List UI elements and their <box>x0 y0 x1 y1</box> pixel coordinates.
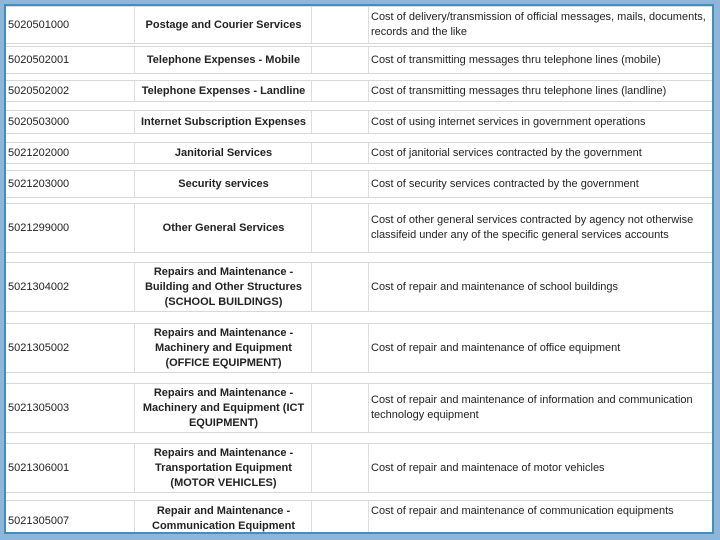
table-row <box>6 170 712 198</box>
account-description: Cost of repair and maintenance of school buildings <box>368 263 711 311</box>
table-row <box>6 203 712 253</box>
account-code: 5021299000 <box>8 221 70 234</box>
account-code: 5021304002 <box>8 280 70 293</box>
table-row <box>6 142 712 164</box>
account-name: Repairs and Maintenance - Transportation Equipment (MOTOR VEHICLES) <box>134 444 312 492</box>
account-description: Cost of using internet services in government operations <box>368 111 711 133</box>
account-name: Other General Services <box>134 204 312 252</box>
blank-cell <box>311 47 369 73</box>
table-row <box>6 262 712 312</box>
account-name: Repairs and Maintenance - Machinery and Equipment (OFFICE EQUIPMENT) <box>134 324 312 372</box>
account-description: Cost of janitorial services contracted by the government <box>368 143 711 163</box>
blank-cell <box>311 324 369 372</box>
account-code: 5020501000 <box>8 18 70 31</box>
account-code: 5020502001 <box>8 53 70 66</box>
blank-cell <box>311 81 369 101</box>
table-row <box>6 110 712 134</box>
account-name: Internet Subscription Expenses <box>134 111 312 133</box>
table-row <box>6 383 712 433</box>
blank-cell <box>311 384 369 432</box>
account-description: Cost of delivery/transmission of official messages, mails, documents, records and the like <box>368 7 711 43</box>
table-row <box>6 80 712 102</box>
account-description: Cost of transmitting messages thru telephone lines (landline) <box>368 81 711 101</box>
account-description: Cost of other general services contracted by agency not otherwise classifeid under any of the specific general services accounts <box>368 204 711 252</box>
blank-cell <box>311 143 369 163</box>
blank-cell <box>311 111 369 133</box>
table-row <box>6 46 712 74</box>
account-code: 5021305003 <box>8 401 70 414</box>
account-name: Repairs and Maintenance - Machinery and Equipment (ICT EQUIPMENT) <box>134 384 312 432</box>
table-row <box>6 323 712 373</box>
account-name: Repair and Maintenance - Communication Equipment <box>134 501 312 534</box>
account-description: Cost of security services contracted by the government <box>368 171 711 197</box>
account-name: Postage and Courier Services <box>134 7 312 43</box>
account-name: Telephone Expenses - Mobile <box>134 47 312 73</box>
account-description: Cost of repair and maintenace of motor vehicles <box>368 444 711 492</box>
table-row <box>6 500 712 534</box>
blank-cell <box>311 501 369 534</box>
table-row <box>6 6 712 44</box>
account-code: 5020503000 <box>8 115 70 128</box>
table-row <box>6 443 712 493</box>
account-name: Security services <box>134 171 312 197</box>
account-code: 5020502002 <box>8 84 70 97</box>
account-code: 5021305002 <box>8 341 70 354</box>
blank-cell <box>311 171 369 197</box>
account-description: Cost of repair and maintenance of information and communication technology equipment <box>368 384 711 432</box>
account-name: Telephone Expenses - Landline <box>134 81 312 101</box>
account-description: Cost of transmitting messages thru telephone lines (mobile) <box>368 47 711 73</box>
account-table <box>4 4 714 534</box>
account-name: Repairs and Maintenance - Building and Other Structures (SCHOOL BUILDINGS) <box>134 263 312 311</box>
blank-cell <box>311 444 369 492</box>
account-description: Cost of repair and maintenance of communication equipments <box>368 501 711 534</box>
account-code: 5021306001 <box>8 461 70 474</box>
account-code: 5021202000 <box>8 146 70 159</box>
blank-cell <box>311 204 369 252</box>
account-name: Janitorial Services <box>134 143 312 163</box>
blank-cell <box>311 263 369 311</box>
account-code: 5021203000 <box>8 177 70 190</box>
account-code: 5021305007 <box>8 514 70 527</box>
blank-cell <box>311 7 369 43</box>
account-description: Cost of repair and maintenance of office equipment <box>368 324 711 372</box>
